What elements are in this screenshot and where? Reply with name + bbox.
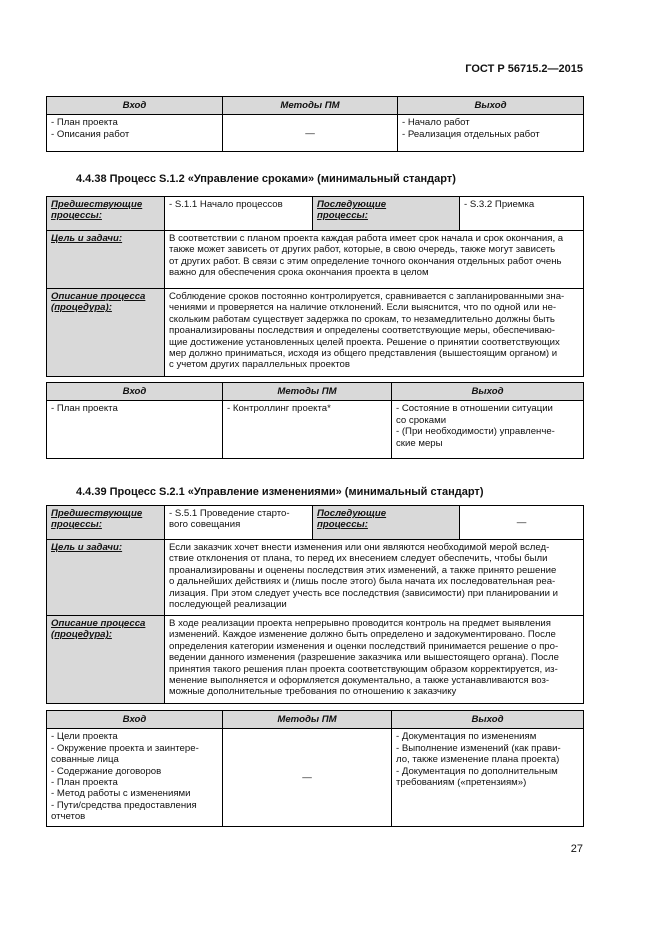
goal-text: В соответствии с планом проекта каждая работа имеет срок начала и срок окончания, а также может зависеть от других работ, которые, в свою очередь, также могут зависеть от других работ. В связи с этим определение точного окончания отдельных работ очень важно для обеспечения срока окончания проекта в целом bbox=[165, 231, 584, 289]
input-item: - План проекта bbox=[51, 403, 118, 415]
output-cell: - Документация по изменениям - Выполнение изменений (как прави- ло, также изменение плана проекта) - Документация по дополнительным требованиям («претензиям») bbox=[392, 729, 584, 827]
goal-label: Цель и задачи: bbox=[47, 540, 165, 616]
section-title-4-4-38: 4.4.38 Процесс S.1.2 «Управление сроками» (минимальный стандарт) bbox=[76, 173, 456, 185]
column-header-input: Вход bbox=[47, 383, 223, 401]
next-processes-label: Последующие процессы: bbox=[313, 197, 460, 231]
methods-cell bbox=[223, 401, 392, 459]
column-header-methods: Методы ПМ bbox=[223, 97, 398, 115]
column-header-output: Выход bbox=[398, 97, 584, 115]
prev-processes-label: Предшествующие процессы: bbox=[47, 197, 165, 231]
input-item: - План проекта bbox=[51, 117, 118, 129]
description-label: Описание процесса (процедура): bbox=[47, 289, 165, 377]
column-header-methods: Методы ПМ bbox=[223, 711, 392, 729]
output-cell: - Состояние в отношении ситуации со сроками - (При необходимости) управленче- ские меры bbox=[392, 401, 584, 459]
column-header-methods: Методы ПМ bbox=[223, 383, 392, 401]
output-cell bbox=[398, 115, 584, 152]
process-io-table-s2-1 bbox=[46, 710, 584, 827]
output-item: - Реализация отдельных работ bbox=[402, 128, 540, 140]
process-io-table-1 bbox=[46, 96, 584, 152]
description-text: В ходе реализации проекта непрерывно проводится контроль на предмет выявления изменений. Каждое изменение должно быть определено и задокументировано. После определения категории изменения и оценки последствий принимается решение о про- ведении данного изменения (разрешение заказчика или вышестоящего органа). После принятия такого решения план проекта соответствующим образом корректируется, из- менение выполняется и оформляется документально, а также устанавливаются воз- можные дополнительные требования по отношению к заказчику bbox=[165, 616, 584, 704]
column-header-input: Вход bbox=[47, 711, 223, 729]
next-processes-value: — bbox=[460, 506, 584, 540]
description-text: Соблюдение сроков постоянно контролируется, сравнивается с запланированными зна- чениями и проверяется на наличие отклонений. Если выяснится, что по одной или не- скольким работам существует задержка по срокам, то незамедлительно должны быть проанализированы последствия и определены соответствующие меры, обеспечиваю- щие достижение установленных целей проекта. Решение о принятии соответствующих мер должно приниматься, исходя из общего представления (вышестоящим органом) и с учетом других параллельных проектов bbox=[165, 289, 584, 377]
output-item: - Начало работ bbox=[402, 117, 470, 129]
prev-processes-value: - S.1.1 Начало процессов bbox=[165, 197, 313, 231]
document-header: ГОСТ Р 56715.2—2015 bbox=[465, 63, 583, 75]
next-processes-value: - S.3.2 Приемка bbox=[460, 197, 584, 231]
input-cell bbox=[47, 115, 223, 152]
input-cell: - Цели проекта - Окружение проекта и заинтере- сованные лица - Содержание договоров - План проекта - Метод работы с изменениями - Пути/средства предоставления отчетов bbox=[47, 729, 223, 827]
method-item: - Контроллинг проекта* bbox=[227, 403, 331, 415]
process-io-table-s1-2 bbox=[46, 382, 584, 459]
methods-cell: — bbox=[223, 729, 392, 827]
column-header-output: Выход bbox=[392, 711, 584, 729]
section-title-4-4-39: 4.4.39 Процесс S.2.1 «Управление изменениями» (минимальный стандарт) bbox=[76, 486, 484, 498]
description-label: Описание процесса (процедура): bbox=[47, 616, 165, 704]
column-header-output: Выход bbox=[392, 383, 584, 401]
process-table-s2-1 bbox=[46, 505, 584, 704]
prev-processes-label: Предшествующие процессы: bbox=[47, 506, 165, 540]
goal-label: Цель и задачи: bbox=[47, 231, 165, 289]
next-processes-label: Последующие процессы: bbox=[313, 506, 460, 540]
goal-text: Если заказчик хочет внести изменения или они являются необходимой мерой вслед- ствие отклонения от плана, то перед их внесением следует обеспечить, чтобы были проанализированы и оценены последствия этих изменений, а также принято решение о дальнейших действиях и (лишь после этого) была начата их последовательная реа- лизация. При этом следует учесть все последствия (зависимости) при планировании и последующей реализации bbox=[165, 540, 584, 616]
methods-cell: — bbox=[223, 115, 398, 152]
page-number: 27 bbox=[570, 843, 583, 855]
input-item: - Описания работ bbox=[51, 128, 130, 140]
column-header-input: Вход bbox=[47, 97, 223, 115]
prev-processes-value: - S.5.1 Проведение старто- вого совещания bbox=[165, 506, 313, 540]
input-cell bbox=[47, 401, 223, 459]
process-table-s1-2 bbox=[46, 196, 584, 377]
